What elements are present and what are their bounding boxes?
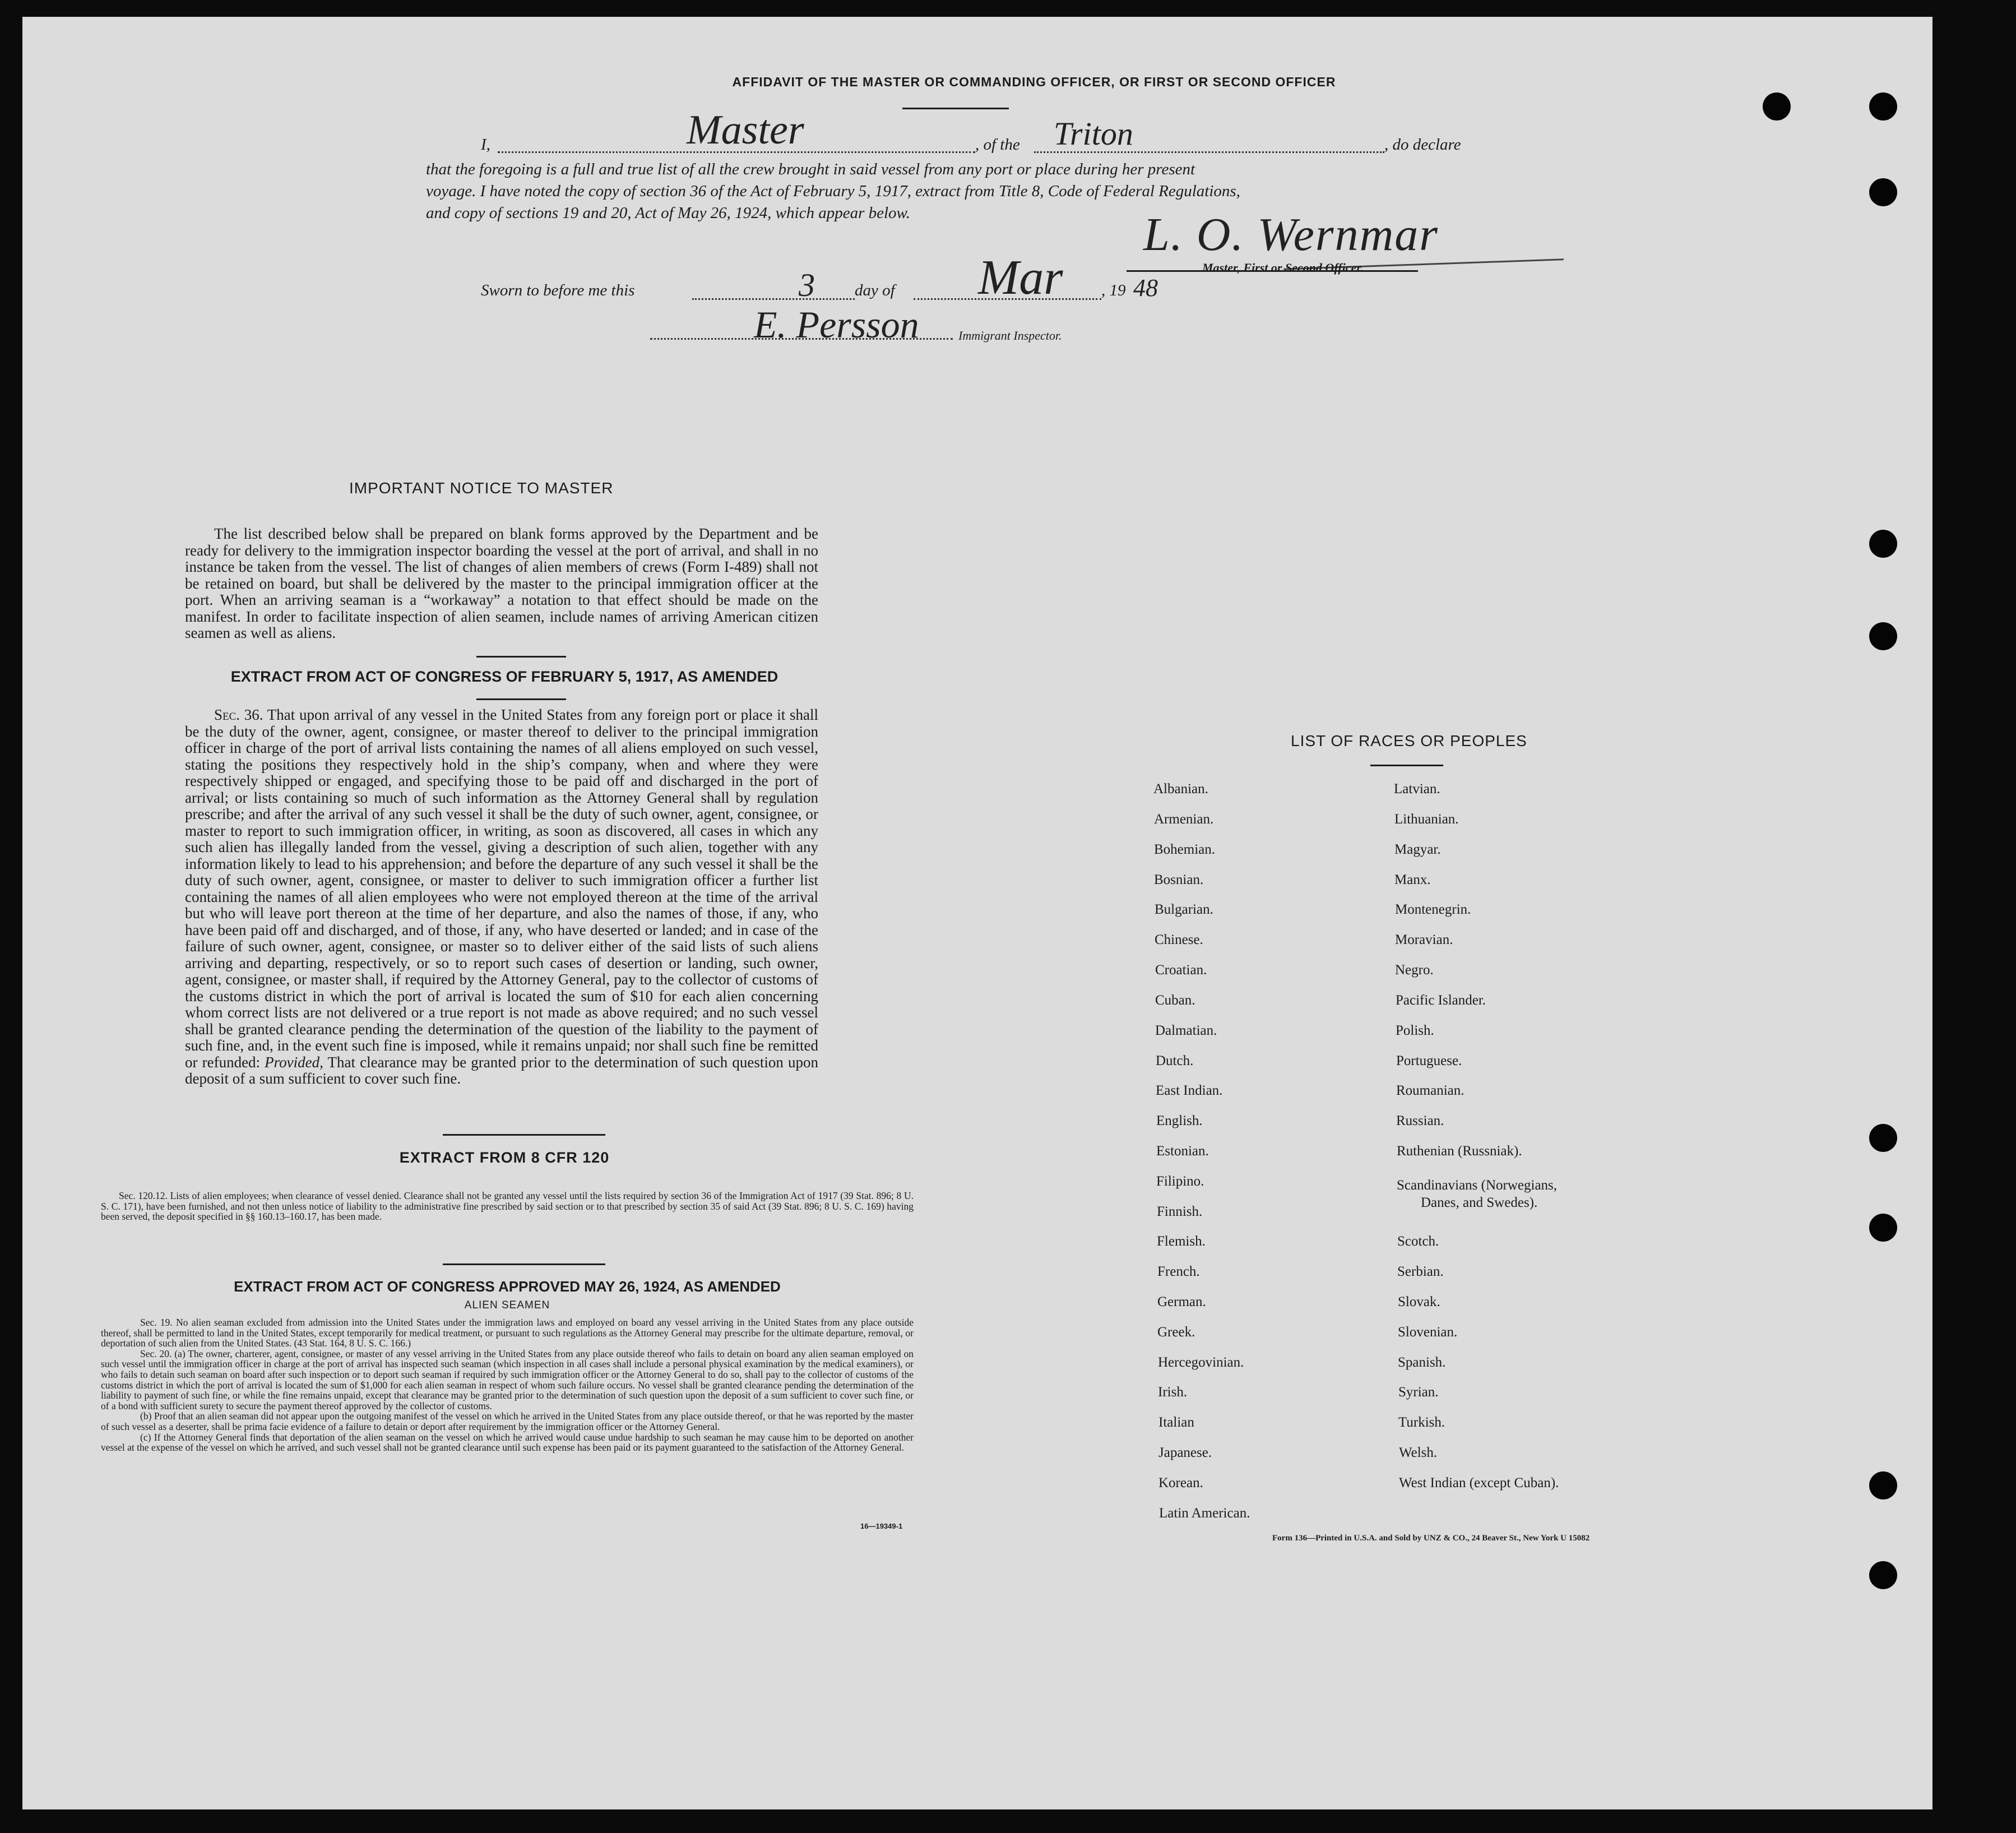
binder-hole — [1869, 1561, 1897, 1589]
race-item: Danes, and Swedes). — [1421, 1195, 1538, 1210]
handwritten-month: Mar — [978, 251, 1063, 305]
inspector-caption: Immigrant Inspector. — [958, 328, 1062, 342]
race-item: Ruthenian (Russniak). — [1397, 1144, 1522, 1159]
race-item: Negro. — [1395, 962, 1434, 978]
binder-hole — [1869, 1124, 1897, 1152]
race-item: Russian. — [1396, 1113, 1444, 1128]
race-item: Moravian. — [1395, 932, 1453, 947]
race-item: Spanish. — [1398, 1355, 1446, 1370]
race-item: West Indian (except Cuban). — [1399, 1475, 1559, 1491]
provided-word: Provided, — [265, 1053, 323, 1071]
race-item: Polish. — [1396, 1023, 1434, 1038]
binder-hole — [1869, 92, 1897, 121]
handwritten-name: Master — [687, 107, 804, 153]
affidavit-line-2: voyage. I have noted the copy of section 36 of the Act of February 5, 1917, extract from Title 8, Code of Federal Regulations, — [426, 182, 1240, 200]
extract-1924-text — [101, 1317, 914, 1453]
section-20a-text: Sec. 20. (a) The owner, charterer, agent, consignee, or master of any vessel arriving in the United States from any place outside thereof who fails to detain on board any alien seaman employed on such vessel until the immigration officer in charge at the port of arrival has inspected such seaman (which inspection in all cases shall include a personal physical examination by the medical examiners), or who fails to detain such seaman on board after such inspection or to deport such seaman if required by such immigration officer or the Attorney General to do so, shall pay to the collector of customs of the customs district in which the port of arrival is located the sum of $1,000 for each alien seaman in respect of whom such failure occurs. No vessel shall be granted clearance pending the determination of the liability to payment of such fine, or while the fine remains unpaid, except that clearance may be granted prior to the determination of such question upon the deposit of a sum sufficient to cover such fine, or of a bond with sufficient surety to secure the payment thereof approved by the collector of customs. — [101, 1348, 914, 1411]
alien-seamen-subheading: ALIEN SEAMEN — [464, 1299, 550, 1311]
race-item: Magyar. — [1394, 842, 1441, 857]
section-20b-text: (b) Proof that an alien seaman did not appear upon the outgoing manifest of the vessel on which he arrived in the United States from any place outside thereof, or that he was reported by the master of such vessel as a deserter, shall be prima facie evidence of a failure to detain or deport after requirement by the immigration officer or the Attorney General. — [101, 1410, 914, 1432]
handwritten-year: 48 — [1133, 274, 1158, 302]
race-item: Turkish. — [1398, 1415, 1445, 1430]
year-prefix: , 19 — [1101, 281, 1126, 299]
races-heading: LIST OF RACES OR PEOPLES — [1291, 732, 1527, 749]
race-item: Slovenian. — [1398, 1325, 1458, 1340]
race-item: Dalmatian. — [1155, 1023, 1217, 1038]
day-label: day of — [855, 281, 895, 299]
affidavit-heading: AFFIDAVIT OF THE MASTER OR COMMANDING OFFICER, OR FIRST OR SECOND OFFICER — [732, 75, 1336, 89]
race-item: Latin American. — [1159, 1506, 1250, 1521]
sworn-label: Sworn to before me this — [481, 281, 635, 299]
affidavit-line-3: and copy of sections 19 and 20, Act of May 26, 1924, which appear below. — [426, 204, 910, 222]
race-item: Bosnian. — [1154, 872, 1204, 887]
of-the-label: , of the — [975, 136, 1020, 154]
race-item: Welsh. — [1399, 1445, 1438, 1460]
divider — [476, 656, 566, 658]
race-item: Croatian. — [1155, 962, 1207, 978]
race-item: Roumanian. — [1396, 1083, 1465, 1098]
race-item: Lithuanian. — [1394, 812, 1459, 827]
extract-1917-text — [185, 707, 818, 1087]
race-item: German. — [1157, 1294, 1206, 1309]
section-19-text: Sec. 19. No alien seaman excluded from admission into the United States under the immigration laws and employed on board any vessel arriving in the United States from any place outside thereof, shall be permitted to land in the United States, except temporarily for medical treatment, or pursuant to such regulations as the Attorney General may prescribe for the ultimate departure, removal, or deportation of such alien from the United States. (43 Stat. 164, 8 U. S. C. 166.) — [101, 1317, 914, 1349]
binder-hole — [1869, 622, 1897, 650]
race-item: Manx. — [1394, 872, 1431, 887]
printer-footer: Form 136—Printed in U.S.A. and Sold by UNZ & CO., 24 Beaver St., New York U 15082 — [1272, 1534, 1590, 1543]
race-item: Armenian. — [1154, 812, 1214, 827]
handwritten-day: 3 — [799, 267, 815, 303]
form-code: 16—19349-1 — [860, 1522, 903, 1530]
cfr-text: Sec. 120.12. Lists of alien employees; when clearance of vessel denied. Clearance shall not be granted any vessel until the lists required by section 36 of the Immigration Act of 1917 (39 Stat. 896; 8 U. S. C. 171), have been furnished, and not then unless notice of liability to the administrative fine prescribed by said section or to that prescribed by section 35 of said Act (39 Stat. 896; 8 U. S. C. 169) having been served, the deposit specified in §§ 160.13–160.17, has been made. — [101, 1190, 914, 1223]
race-item: Syrian. — [1398, 1385, 1439, 1400]
binder-hole — [1763, 92, 1791, 121]
race-item: Japanese. — [1158, 1445, 1212, 1460]
race-item: Irish. — [1158, 1385, 1188, 1400]
section-36-end: That clearance may be granted prior to the determination of such question upon deposit of a sum sufficient to cover such fine. — [185, 1053, 819, 1087]
signature-caption: Master, First or Second Officer. — [1202, 261, 1364, 275]
race-item: Italian — [1158, 1415, 1194, 1430]
race-item: Serbian. — [1397, 1264, 1444, 1279]
race-item: Dutch. — [1156, 1053, 1194, 1068]
race-item: Flemish. — [1157, 1234, 1206, 1249]
race-item: Estonian. — [1156, 1144, 1209, 1159]
divider — [476, 698, 566, 700]
race-item: Greek. — [1157, 1325, 1195, 1340]
notice-heading: IMPORTANT NOTICE TO MASTER — [349, 479, 614, 497]
race-item: Albanian. — [1153, 781, 1208, 797]
section-36-label: Sec. 36. — [214, 706, 263, 723]
binder-hole — [1869, 1214, 1897, 1242]
race-item: Hercegovinian. — [1158, 1355, 1244, 1370]
extract-1924-heading: EXTRACT FROM ACT OF CONGRESS APPROVED MAY 26, 1924, AS AMENDED — [234, 1278, 781, 1295]
race-item: Slovak. — [1398, 1294, 1440, 1309]
master-signature: L. O. Wernmar — [1143, 209, 1439, 261]
section-36-text: That upon arrival of any vessel in the United States from any foreign port or place it shall be the duty of the owner, agent, consignee, or master thereof to deliver to the principal immigration officer in charge of the port of arrival lists containing the names of all aliens employed on such vessel, stating the positions they respectively hold in the ship’s company, when and where they were respectively shipped or engaged, and specifying those to be paid off and discharged in the port of arrival; or lists containing so much of such information as the Attorney General shall by regulation prescribe; and after the arrival of any such vessel it shall be the duty of such owner, agent, consignee, or master to report to such immigration officer, in writing, as soon as discovered, all cases in which any such alien has illegally landed from the vessel, giving a description of such alien, together with any information likely to lead to his apprehension; and before the departure of any such vessel it shall be the duty of such owner, agent, consignee, or master to deliver to such immigration officer a further list containing the names of all alien employees who were not employed thereon at the time of the arrival but who will leave port thereon at the time of her departure, and also the names of those, if any, who have been paid off and discharged, and of those, if any, who have deserted or landed; and in case of the failure of such owner, agent, consignee, or master so to deliver either of the said lists of such aliens arriving and departing, respectively, or so to report such cases of desertion or landing, such owner, agent, consignee, or master shall, if required by the Attorney General, pay to the collector of customs of the customs district in which the port of arrival is located the sum of $10 for each alien concerning whom correct lists are not delivered or a true report is not made as above required; and no such vessel shall be granted clearance pending the determination of the question of the liability to the payment of such fine, and, in the event such fine is imposed, while it remains unpaid; nor shall such fine be remitted or refunded: — [185, 706, 818, 1071]
race-item: English. — [1156, 1113, 1203, 1128]
handwritten-vessel: Triton — [1054, 115, 1133, 152]
declare-label: , do declare — [1384, 136, 1461, 154]
binder-hole — [1869, 1471, 1897, 1499]
race-item: French. — [1157, 1264, 1200, 1279]
divider — [1370, 765, 1443, 766]
cfr-heading: EXTRACT FROM 8 CFR 120 — [399, 1149, 610, 1166]
extract-1917-heading: EXTRACT FROM ACT OF CONGRESS OF FEBRUARY 5, 1917, AS AMENDED — [230, 668, 778, 685]
section-20c-text: (c) If the Attorney General finds that deportation of the alien seaman on the vessel on which he arrived would cause undue hardship to such seaman he may cause him to be deported on another vessel at the expense of the vessel on which he arrived, and such vessel shall not be granted clearance until such expense has been paid or its payment guaranteed to the satisfaction of the Attorney General. — [101, 1431, 914, 1454]
day-line — [692, 298, 855, 300]
i-label: I, — [481, 136, 490, 154]
affidavit-line-1: that the foregoing is a full and true list of all the crew brought in said vessel from any port or place during her present — [426, 160, 1195, 178]
race-item: Korean. — [1158, 1475, 1203, 1491]
race-item: Scandinavians (Norwegians, — [1397, 1178, 1558, 1193]
race-item: Pacific Islander. — [1396, 993, 1486, 1008]
race-item: East Indian. — [1156, 1083, 1223, 1098]
binder-hole — [1869, 178, 1897, 206]
race-item: Cuban. — [1155, 993, 1195, 1008]
race-item: Portuguese. — [1396, 1053, 1462, 1068]
race-item: Latvian. — [1394, 781, 1440, 797]
race-item: Bulgarian. — [1155, 902, 1213, 917]
race-item: Filipino. — [1156, 1174, 1204, 1189]
race-item: Finnish. — [1157, 1204, 1203, 1219]
binder-hole — [1869, 530, 1897, 558]
divider — [443, 1263, 605, 1265]
inspector-signature: E. Persson — [754, 303, 919, 346]
notice-text: The list described below shall be prepared on blank forms approved by the Department and be ready for delivery to the immigration inspector boarding the vessel at the port of arrival, and shall in no instance be taken from the vessel. The list of changes of alien members of crews (Form I-489) shall not be retained on board, but shall be delivered by the master to the principal immigration officer at the port. When an arriving seaman is a “workaway” a notation to that effect should be made on the manifest. In order to facilitate inspection of alien seamen, include names of arriving American citizen seamen as well as aliens. — [185, 525, 818, 641]
race-item: Scotch. — [1397, 1234, 1439, 1249]
race-item: Chinese. — [1155, 932, 1203, 947]
race-item: Montenegrin. — [1395, 902, 1471, 917]
race-item: Bohemian. — [1154, 842, 1216, 857]
divider — [902, 108, 1009, 109]
divider — [443, 1134, 605, 1136]
